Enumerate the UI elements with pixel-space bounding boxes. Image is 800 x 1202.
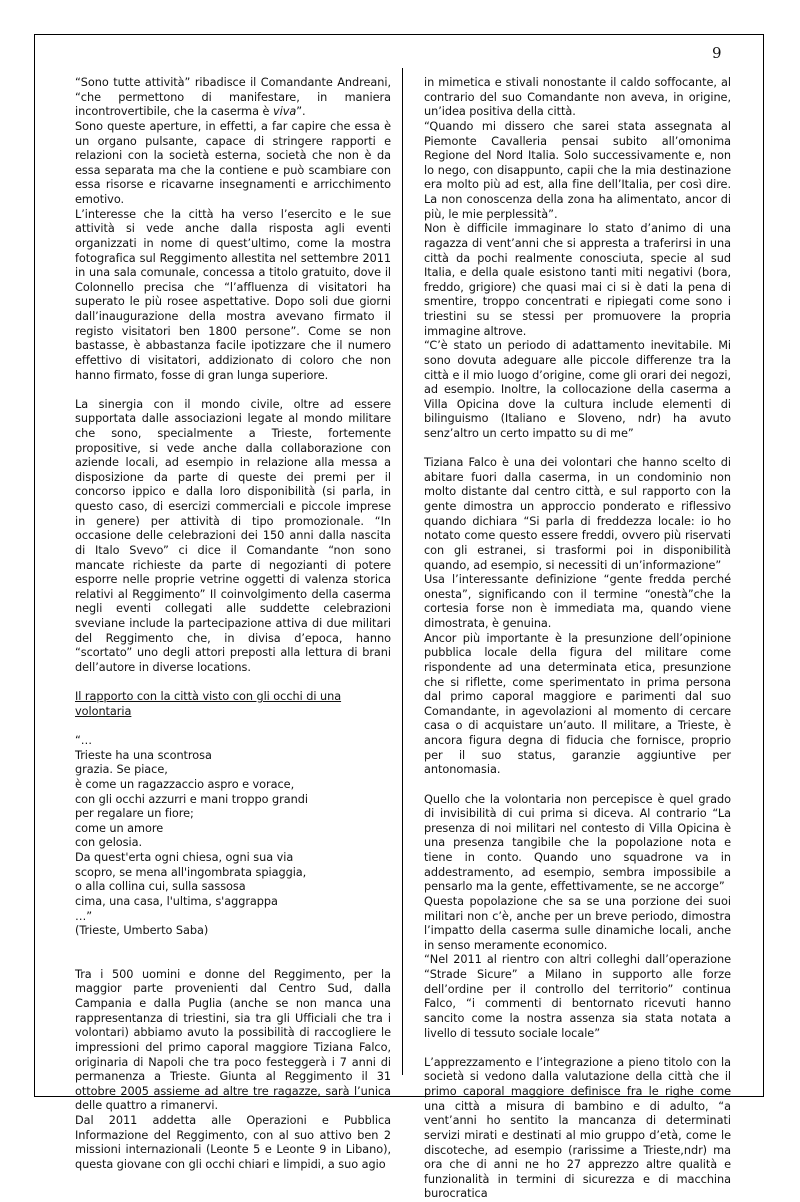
paragraph: “C’è stato un periodo di adattamento inevitabile. Mi sono dovuta adeguare alle piccole differenze tra la città e il mio luogo d’origine, come gli orari dei negozi, ad esempio. Inoltre, la collocazione della caserma a Villa Opicina dove la cultura include elementi di bilinguismo (Italiano e Sloveno, ndr) ha avuto senz’altro un certo impatto su di me” [424, 339, 731, 440]
paragraph: La sinergia con il mondo civile, oltre ad essere supportata dalle associazioni legate al mondo militare che sono, specialmente a Trieste, fortemente propositive, si vede anche dalla collaborazione con aziende locali, ad esempio in relazione alla messa a disposizione da parte di queste dei premi per il concorso ippico e dalla loro disponibilità (si parla, in questo caso, di esercizi commerciali e piccole imprese in genere) per attività di tipo promozionale. “In occasione delle celebrazioni dei 150 anni dalla nascita di Italo Svevo” ci dice il Comandante “non sono mancate richieste da parte di negozianti di potere esporre nelle proprie vetrine oggetti di valenza storica relativi al Reggimento” Il coinvolgimento della caserma negli eventi collegati alle suddette celebrazioni sveviane include la partecipazione attiva di due militari del Reggimento che, in divisa d’epoca, hanno “scortato” uno degli attori preposti alla lettura di brani dell’autore in diverse locations. [75, 397, 391, 674]
italic-word: viva [273, 105, 297, 119]
poem-line: come un amore [75, 821, 164, 835]
left-column [75, 76, 391, 1173]
section-heading: Il rapporto con la città visto con gli occhi di una volontaria [75, 690, 342, 718]
paragraph: Questa popolazione che sa se una porzione dei suoi militari non c’è, anche per un breve periodo, dimostra l’impatto della caserma sulle dinamiche locali, anche in senso meramente economico. [424, 894, 731, 952]
poem-line: grazia. Se piace, [75, 763, 168, 777]
paragraph: Tra i 500 uomini e donne del Reggimento, per la maggior parte provenienti dal Centro Sud, dalla Campania e dalla Puglia (anche se non manca una rappresentanza di triestini, sia tra gli Ufficiali che tra i volontari) abbiamo avuto la possibilità di raccogliere le impressioni del primo caporal maggiore Tiziana Falco, originaria di Napoli che tra poco festeggerà i 7 anni di permanenza a Trieste. Giunta al Reggimento il 31 ottobre 2005 assieme ad altre tre ragazze, sarà l’unica delle quattro a rimanervi. [75, 967, 391, 1113]
paragraph: L’apprezzamento e l’integrazione a pieno titolo con la società si vedono dalla valutazione della città che il primo caporal maggiore definisce fra le righe come una città a misura di bambino e di adulto, “a vent’anni ho sentito la mancanza di determinati servizi mirati e destinati al mio gruppo d’età, come le discoteche, ad esempio (rarissime a Trieste,ndr) ma ora che di anni ne ho 27 apprezzo altre qualità e funzionalità in termini di sicurezza e di macchina burocratica [424, 1055, 731, 1201]
poem-line: con gli occhi azzurri e mani troppo grandi [75, 792, 308, 806]
poem-line: è come un ragazzaccio aspro e vorace, [75, 777, 295, 791]
poem-line: per regalare un fiore; [75, 807, 194, 821]
paragraph: “Nel 2011 al rientro con altri colleghi dall’operazione “Strade Sicure” a Milano in supporto alle forze dell’ordine per il controllo del territorio” continua Falco, “i commenti di bentornato ricevuti hanno sancito come la nostra assenza sia stata notata a livello di tessuto sociale locale” [424, 953, 731, 1040]
column-divider [402, 68, 403, 1075]
paragraph: Non è difficile immaginare lo stato d’animo di una ragazza di vent’anni che si appresta a traferirsi in una città da pochi realmente conosciuta, specie al sud Italia, e della quale esistono tanti miti negativi (bora, freddo, grigiore) che quasi mai ci si è dati la pena di smentire, troppo concentrati e ripiegati come sono i triestini su se stessi per promuovere la propria immagine altrove. [424, 222, 731, 338]
paragraph: Ancor più importante è la presunzione dell’opinione pubblica locale della figura del militare come rispondente ad una determinata etica, presunzione che si riflette, come sperimentato in prima persona dal primo caporal maggiore e parimenti dal suo Comandante, in agevolazioni al momento di cercare casa o di acquistare un’auto. Il militare, a Trieste, è ancora figura degna di fiducia che fornisce, proprio per il suo status, garanzie aggiuntive per antonomasia. [424, 631, 731, 777]
paragraph: Quello che la volontaria non percepisce è quel grado di invisibilità di cui prima si diceva. Al contrario “La presenza di noi militari nel contesto di Villa Opicina è una presenza tangibile che la popolazione nota e tiene in conto. Quando uno squadrone va in addestramento, ad esempio, sembra impossibile a pensarlo ma la gente, effettivamente, se ne accorge” [424, 792, 731, 894]
text-span: “Sono tutte attività” ribadisce il Comandante Andreani, “che permettono di manifestare, in maniera incontrovertibile, che la caserma è [75, 76, 391, 119]
page-number: 9 [712, 44, 722, 62]
text-span: ”. [296, 105, 306, 119]
paragraph: Dal 2011 addetta alle Operazioni e Pubblica Informazione del Reggimento, con al suo attivo ben 2 missioni internazionali (Leonte 5 e Leonte 9 in Libano), questa giovane con gli occhi chiari e limpidi, a suo agio [75, 1114, 391, 1171]
poem-line: cima, una casa, l'ultima, s'aggrappa [75, 894, 278, 908]
right-column [424, 76, 731, 1202]
paragraph: in mimetica e stivali nonostante il caldo soffocante, al contrario del suo Comandante non aveva, in origine, un’idea positiva della città. [424, 76, 731, 119]
paragraph: Usa l’interessante definizione “gente fredda perché onesta”, significando con il termine “onestà”che la cortesia forse non è immediata ma, quando viene dimostrata, è genuina. [424, 573, 731, 631]
paragraph [75, 76, 391, 120]
poem [75, 734, 391, 939]
poem-line: …” [75, 909, 93, 923]
paragraph: “Quando mi dissero che sarei stata assegnata al Piemonte Cavalleria pensai subito all’omonima Regione del Nord Italia. Solo successivamente e, non lo nego, con disappunto, capii che la mia destinazione era molto più ad est, alla fine dell’Italia, per così dire. La non conoscenza della zona ha alimentato, ancor di più, le mie perplessità”. [424, 119, 731, 221]
paragraph: Sono queste aperture, in effetti, a far capire che essa è un organo pulsante, capace di stringere rapporti e relazioni con la società esterna, società che non è da essa separata ma che la contiene e può scambiare con essa risorse e ricavarne insegnamenti e arricchimento emotivo. [75, 119, 391, 206]
poem-line: con gelosia. [75, 836, 142, 850]
poem-attribution: (Trieste, Umberto Saba) [75, 924, 209, 938]
poem-line: Trieste ha una scontrosa [75, 748, 212, 762]
poem-line: “… [75, 734, 93, 748]
paragraph: L’interesse che la città ha verso l’esercito e le sue attività si vede anche dalla risposta agli eventi organizzati in nome di quest’ultimo, come la mostra fotografica sul Reggimento allestita nel settembre 2011 in una sala comunale, concessa a titolo gratuito, dove il Colonnello precisa che “l’affluenza di visitatori ha superato le più rosee aspettative. Dopo soli due giorni dall’inaugurazione della mostra avevano firmato il registo visitatori ben 1800 persone”. Come se non bastasse, è abbastanza facile ipotizzare che il numero effettivo di visitatori, addizionato di coloro che non hanno firmato, fosse di gran lunga superiore. [75, 207, 391, 382]
poem-line: o alla collina cui, sulla sassosa [75, 880, 246, 894]
poem-line: Da quest'erta ogni chiesa, ogni sua via [75, 851, 294, 865]
paragraph: Tiziana Falco è una dei volontari che hanno scelto di abitare fuori dalla caserma, in un condominio non molto distante dal centro città, e sul rapporto con la gente dimostra un approccio ponderato e riflessivo quando dichiara “Si parla di freddezza locale: io ho notato come questo essere freddi, ovvero più riservati con gli estranei, si trasformi poi in disponibilità quando, ad esempio, si necessiti di un’informazione” [424, 456, 731, 572]
poem-line: scopro, se mena all'ingombrata spiaggia, [75, 865, 307, 879]
